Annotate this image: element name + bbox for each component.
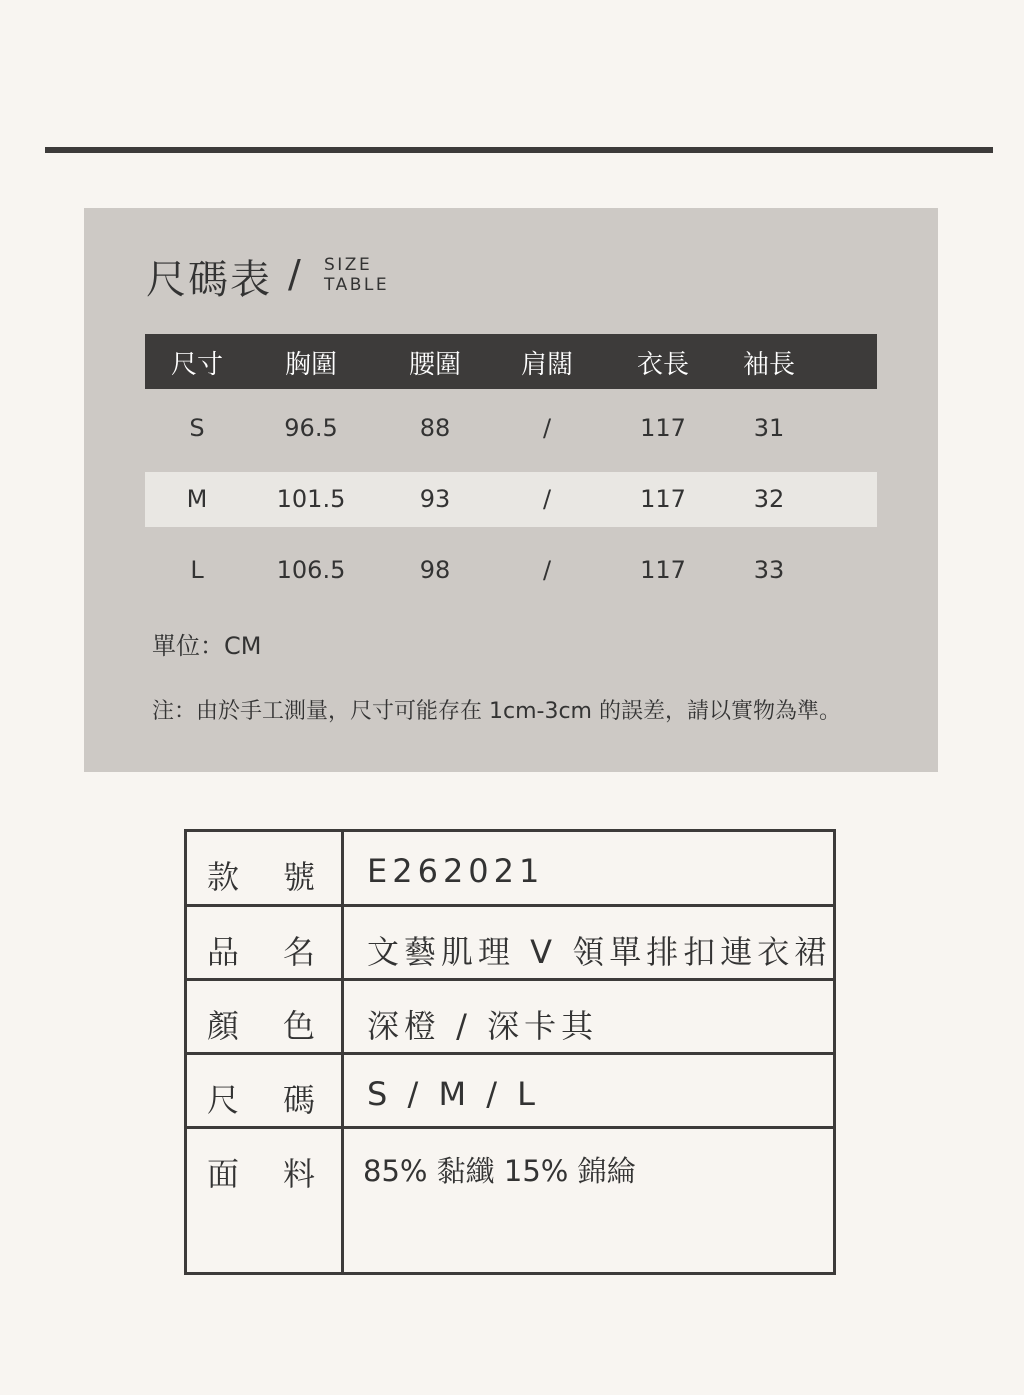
info-row-color bbox=[187, 981, 833, 1055]
label-char-1: 尺 bbox=[207, 1081, 240, 1119]
product-sizes: S / M / L bbox=[367, 1075, 540, 1113]
cell-bust: 106.5 bbox=[276, 556, 346, 584]
label-char-1: 款 bbox=[207, 858, 240, 896]
subtitle-line-2: TABLE bbox=[324, 275, 390, 295]
label-char-1: 品 bbox=[207, 933, 240, 971]
info-label bbox=[187, 907, 344, 978]
title-slash: / bbox=[288, 252, 301, 296]
subtitle-line-1: SIZE bbox=[324, 255, 373, 275]
size-table-header bbox=[145, 334, 877, 389]
info-row-sizes bbox=[187, 1055, 833, 1129]
fabric-composition: 85% 黏纖 15% 錦綸 bbox=[363, 1154, 636, 1188]
cell-bust: 101.5 bbox=[276, 485, 346, 513]
header-bust: 胸圍 bbox=[284, 350, 338, 380]
measurement-footnote: 注：由於手工測量，尺寸可能存在 1cm-3cm 的誤差，請以實物為準。 bbox=[152, 699, 841, 724]
info-label bbox=[187, 1055, 344, 1126]
info-label bbox=[187, 981, 344, 1052]
cell-sleeve: 31 bbox=[753, 414, 785, 442]
size-chart-panel bbox=[84, 208, 938, 772]
top-divider bbox=[45, 147, 993, 153]
cell-shoulder: / bbox=[542, 556, 552, 584]
cell-shoulder: / bbox=[542, 414, 552, 442]
cell-sleeve: 33 bbox=[753, 556, 785, 584]
cell-size: L bbox=[190, 556, 204, 584]
cell-length: 117 bbox=[640, 485, 686, 513]
info-row-fabric bbox=[187, 1129, 833, 1272]
cell-size: S bbox=[189, 414, 205, 442]
size-chart-title: 尺碼表 bbox=[146, 257, 272, 303]
table-row bbox=[145, 543, 877, 598]
label-char-1: 顏 bbox=[207, 1007, 240, 1045]
table-row bbox=[145, 472, 877, 527]
label-char-2: 名 bbox=[283, 933, 316, 971]
header-waist: 腰圍 bbox=[408, 350, 462, 380]
header-sleeve: 袖長 bbox=[742, 350, 796, 380]
label-char-2: 號 bbox=[283, 858, 316, 896]
info-label bbox=[187, 832, 344, 904]
info-row-style-no bbox=[187, 832, 833, 907]
info-label bbox=[187, 1129, 344, 1272]
unit-note: 單位：CM bbox=[152, 632, 262, 660]
cell-waist: 98 bbox=[419, 556, 451, 584]
size-table bbox=[145, 334, 877, 598]
cell-length: 117 bbox=[640, 556, 686, 584]
label-char-2: 碼 bbox=[283, 1081, 316, 1119]
cell-bust: 96.5 bbox=[284, 414, 338, 442]
label-char-2: 色 bbox=[283, 1007, 316, 1045]
product-info-table bbox=[184, 829, 836, 1275]
cell-shoulder: / bbox=[542, 485, 552, 513]
header-length: 衣長 bbox=[636, 350, 690, 380]
label-char-2: 料 bbox=[283, 1155, 316, 1193]
cell-waist: 93 bbox=[419, 485, 451, 513]
header-size: 尺寸 bbox=[170, 350, 224, 380]
cell-size: M bbox=[186, 485, 208, 513]
table-row bbox=[145, 401, 877, 456]
cell-sleeve: 32 bbox=[753, 485, 785, 513]
header-shoulder: 肩闊 bbox=[520, 350, 574, 380]
cell-waist: 88 bbox=[419, 414, 451, 442]
cell-length: 117 bbox=[640, 414, 686, 442]
label-char-1: 面 bbox=[207, 1155, 240, 1193]
product-name: 文藝肌理 V 領單排扣連衣裙 bbox=[367, 933, 832, 971]
product-colors: 深橙 / 深卡其 bbox=[367, 1007, 599, 1045]
style-number: E262021 bbox=[367, 852, 545, 890]
size-chart-subtitle bbox=[324, 255, 389, 295]
info-row-product-name bbox=[187, 907, 833, 981]
